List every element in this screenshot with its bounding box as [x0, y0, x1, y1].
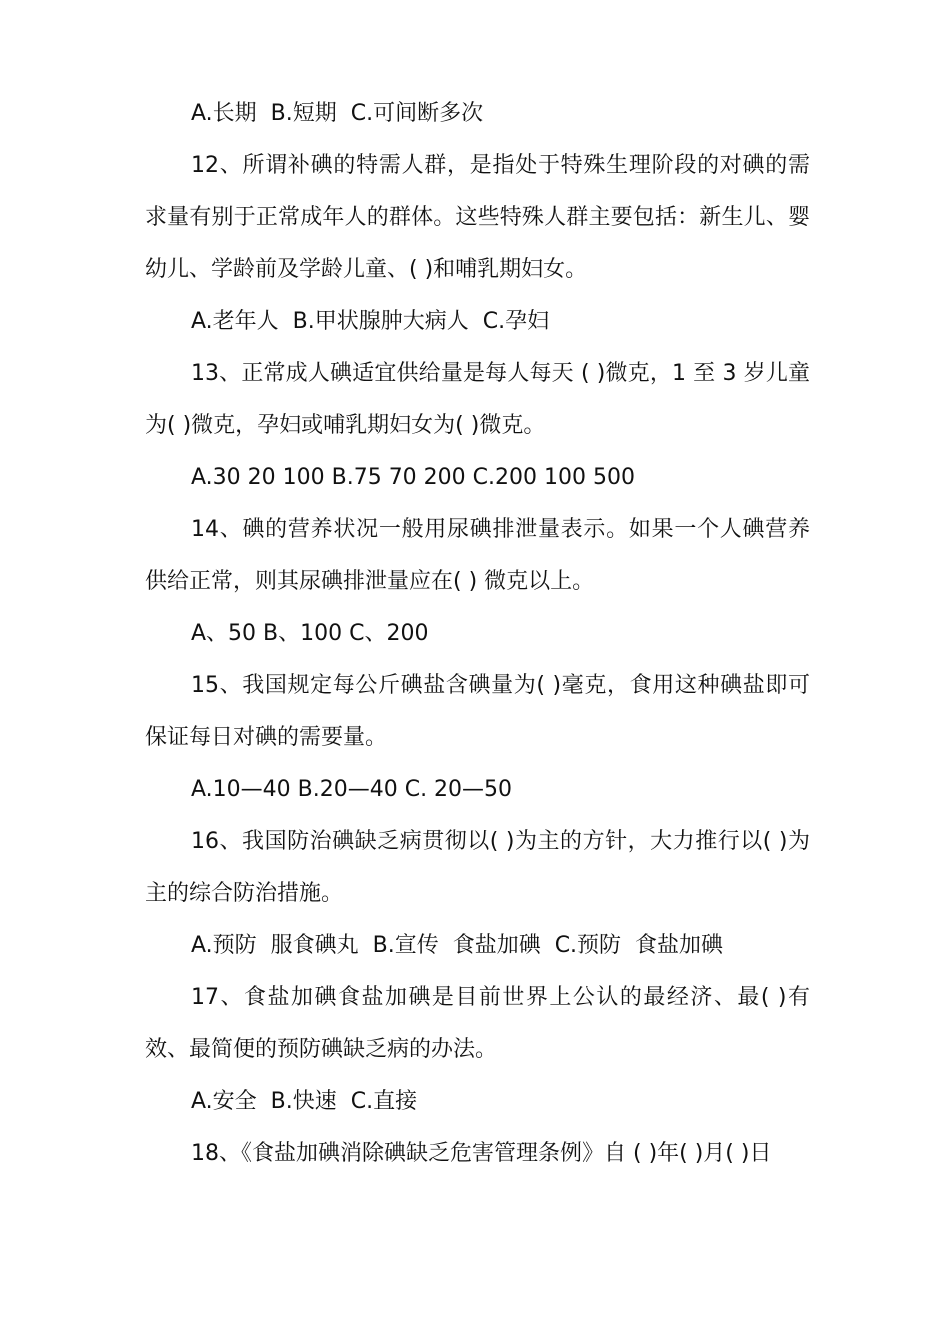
- question-12-options: A.老年人 B.甲状腺肿大病人 C.孕妇: [191, 309, 550, 334]
- document-body: [145, 88, 810, 1180]
- question-14-options: A、50 B、100 C、200: [191, 621, 429, 646]
- question-15-options: A.10—40 B.20—40 C. 20—50: [191, 777, 513, 802]
- question-16-text: 16、我国防治碘缺乏病贯彻以( )为主的方针，大力推行以( )为主的综合防治措施。: [145, 829, 810, 906]
- question-13-options: A.30 20 100 B.75 70 200 C.200 100 500: [191, 465, 635, 490]
- question-12-text: 12、所谓补碘的特需人群，是指处于特殊生理阶段的对碘的需求量有别于正常成年人的群体。这些特殊人群主要包括：新生儿、婴幼儿、学龄前及学龄儿童、( )和哺乳期妇女。: [145, 153, 810, 282]
- question-18-text: 18、《食盐加碘消除碘缺乏危害管理条例》自 ( )年( )月( )日: [191, 1141, 772, 1166]
- question-17-options: A.安全 B.快速 C.直接: [191, 1089, 418, 1114]
- question-15-text: 15、我国规定每公斤碘盐含碘量为( )毫克，食用这种碘盐即可保证每日对碘的需要量。: [145, 673, 810, 750]
- question-14-text: 14、碘的营养状况一般用尿碘排泄量表示。如果一个人碘营养供给正常，则其尿碘排泄量应在( ) 微克以上。: [145, 517, 810, 594]
- question-16-options: A.预防 服食碘丸 B.宣传 食盐加碘 C.预防 食盐加碘: [191, 933, 724, 958]
- question-13-text: 13、正常成人碘适宜供给量是每人每天 ( )微克，1 至 3 岁儿童为( )微克，孕妇或哺乳期妇女为( )微克。: [145, 361, 810, 438]
- question-11-options: A.长期 B.短期 C.可间断多次: [191, 101, 484, 126]
- question-17-text: 17、食盐加碘食盐加碘是目前世界上公认的最经济、最( )有效、最简便的预防碘缺乏病的办法。: [145, 985, 810, 1062]
